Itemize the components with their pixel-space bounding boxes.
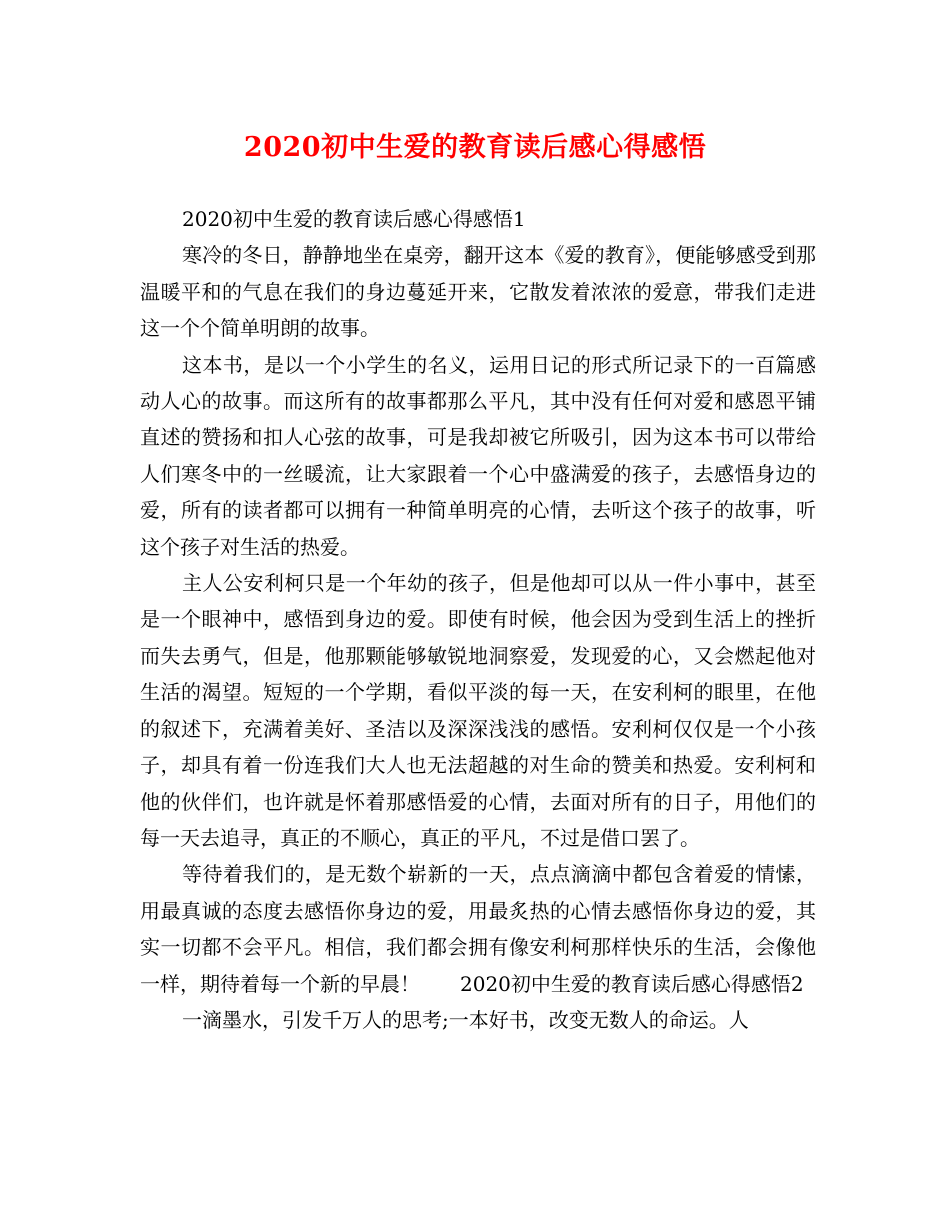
document-title: 2020初中生爱的教育读后感心得感悟 (243, 132, 707, 163)
paragraph-4: 等待着我们的，是无数个崭新的一天，点点滴滴中都包含着爱的情愫，用最真诚的态度去感悟你身边的爱，用最炙热的心情去感悟你身边的爱，其实一切都不会平凡。相信，我们都会拥有像安利柯那样快乐的生活，会像他一样，期待着每一个新的早晨！ 2020初中生爱的教育读后感心得感悟2 (140, 862, 816, 996)
paragraph-3: 主人公安利柯只是一个年幼的孩子，但是他却可以从一件小事中，甚至是一个眼神中，感悟到身边的爱。即使有时候，他会因为受到生活上的挫折而失去勇气，但是，他那颗能够敏锐地洞察爱，发现爱的心，又会燃起他对生活的渴望。短短的一个学期，看似平淡的每一天，在安利柯的眼里，在他的叙述下，充满着美好、圣洁以及深深浅浅的感悟。安利柯仅仅是一个小孩子，却具有着一份连我们大人也无法超越的对生命的赞美和热爱。安利柯和他的伙伴们，也许就是怀着那感悟爱的心情，去面对所有的日子，用他们的每一天去追寻，真正的不顺心，真正的平凡，不过是借口罢了。 (140, 571, 816, 850)
paragraph-2: 这本书，是以一个小学生的名义，运用日记的形式所记录下的一百篇感动人心的故事。而这所有的故事都那么平凡，其中没有任何对爱和感恩平铺直述的赞扬和扣人心弦的故事，可是我却被它所吸引，因为这本书可以带给人们寒冬中的一丝暖流，让大家跟着一个心中盛满爱的孩子，去感悟身边的爱，所有的读者都可以拥有一种简单明亮的心情，去听这个孩子的故事，听这个孩子对生活的热爱。 (140, 352, 816, 559)
section-heading-1: 2020初中生爱的教育读后感心得感悟1 (182, 207, 526, 231)
paragraph-1: 寒冷的冬日，静静地坐在桌旁，翻开这本《爱的教育》，便能够感受到那温暖平和的气息在我们的身边蔓延开来，它散发着浓浓的爱意，带我们走进这一个个简单明朗的故事。 (140, 243, 816, 341)
paragraph-5: 一滴墨水，引发千万人的思考;一本好书，改变无数人的命运。人 (182, 1007, 749, 1032)
document-body (140, 201, 816, 1038)
